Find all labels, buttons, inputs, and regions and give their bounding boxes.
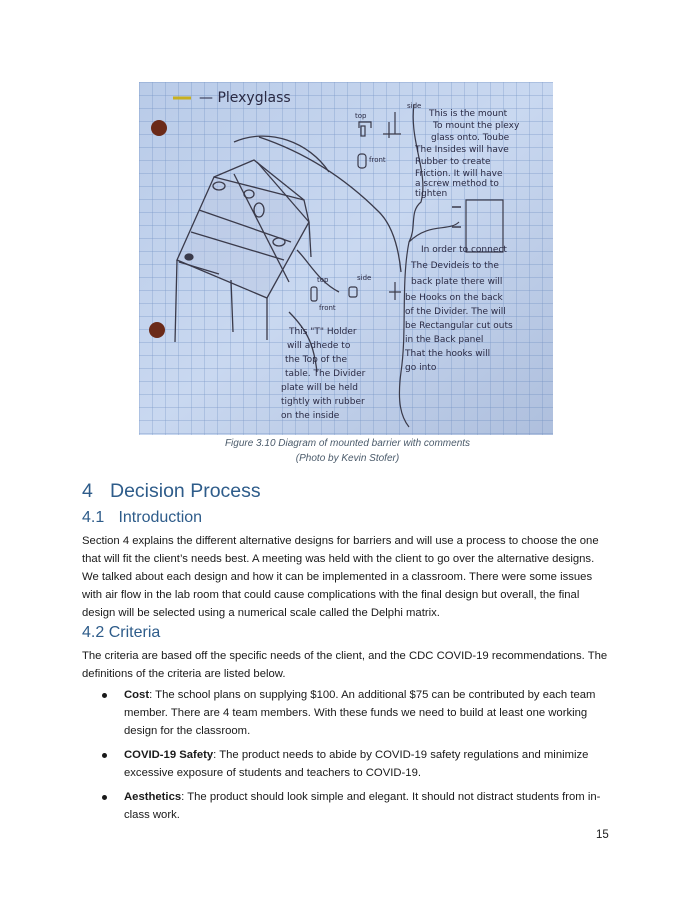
criteria-paragraph: The criteria are based off the specific needs of the client, and the CDC COVID-19 recommendations. The definitions of the criteria are listed below. [82,650,608,680]
list-item: Aesthetics: The product should look simple and elegant. It should not distract students from in- class work. [100,788,615,824]
note-holder-line: This "T" Holder [289,327,357,337]
subsection-heading-intro [82,509,202,527]
note-connect-line: In order to connect [421,245,507,255]
subsection-heading-criteria [82,624,160,642]
bullet-icon [102,753,107,758]
section-title: Decision Process [110,480,261,502]
binder-hole-bottom [149,322,165,338]
label-front-2: front [319,304,336,312]
list-item: COVID-19 Safety: The product needs to abide by COVID-19 safety regulations and minimize excessive exposure of students and teachers to COVID-19. [100,746,615,782]
note-holder-line: will adhede to [287,341,351,351]
note-mount-line: tighten [415,189,448,199]
subsection-title: Introduction [118,509,203,526]
note-connect-line: go into [405,363,437,373]
section-number: 4 [82,480,93,502]
label-side-1: side [407,102,422,110]
binder-hole-top [151,120,167,136]
note-connect-line: be Hooks on the back [405,293,503,303]
note-connect-line: That the hooks will [405,349,491,359]
label-top-2: top [317,276,329,284]
section-heading [82,480,261,503]
note-holder-line: tightly with rubber [281,397,365,407]
bullet-icon [102,795,107,800]
note-connect-line: be Rectangular cut outs [405,321,513,331]
note-mount-line: To mount the plexy [433,121,520,131]
subsection-title: Criteria [108,624,161,641]
note-holder-line: the Top of the [285,355,347,365]
figure-caption: Figure 3.10 Diagram of mounted barrier with comments [224,438,471,449]
bullet-icon [102,693,107,698]
label-side-2: side [357,274,372,282]
plexyglass-label: — Plexyglass [199,90,291,106]
note-holder-line: on the inside [281,411,340,421]
note-holder-line: plate will be held [281,383,358,393]
page-number: 15 [596,829,609,841]
label-top-1: top [355,112,367,120]
figure-credit: (Photo by Kevin Stofer) [295,453,400,464]
note-mount-line: Friction. It will have [415,169,503,179]
intro-paragraph: Section 4 explains the different alternative designs for barriers and will use a process to choose the one that will fit the client’s needs best. A meeting was held with the client to go over the alternative designs. We talked about each design and how it can be implemented in a classroom. There were some issues with air flow in the lab room that could cause complications with the final design but overall, the final design will be selected using a numerical scale called the Delphi matrix. [82,535,599,619]
note-connect-line: in the Back panel [405,335,484,345]
note-mount-line: glass onto. Toube [431,133,510,143]
list-item: Cost: The school plans on supplying $100. An additional $75 can be contributed by each team member. There are 4 team members. With these funds we need to build at least one working design for the classroom. [100,686,615,740]
subsection-number: 4.2 [82,624,105,641]
note-mount-line: The Insides will have [415,145,509,155]
label-front-1: front [369,156,386,164]
subsection-number: 4.1 [82,509,105,526]
note-connect-line: back plate there will [411,277,503,287]
note-connect-line: of the Divider. The will [405,307,506,317]
criteria-list [100,686,615,830]
note-holder-line: table. The Divider [285,369,366,379]
note-connect-line: The Devideis to the [411,261,499,271]
note-mount-line: Rubber to create [415,157,491,167]
note-mount-line: a screw method to [415,179,499,189]
note-mount-line: This is the mount [429,109,508,119]
diagram-photo [139,82,553,435]
